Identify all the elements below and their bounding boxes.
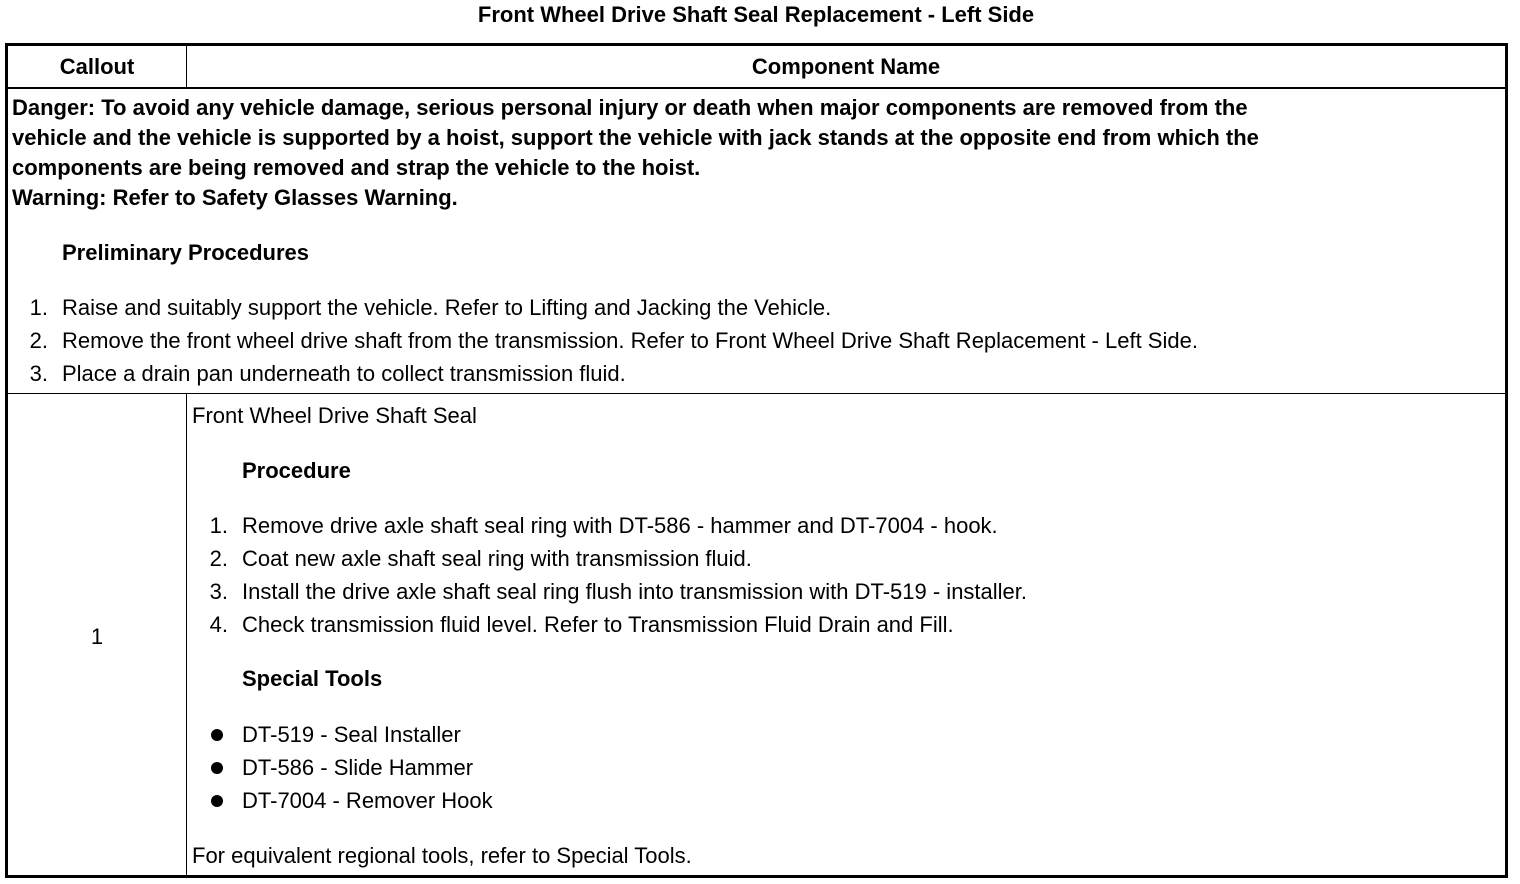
danger-line-3: components are being removed and strap the vehicle to the hoist. (12, 155, 701, 180)
warning-text: Warning: Refer to Safety Glasses Warning. (12, 185, 458, 210)
step-text: Remove the front wheel drive shaft from the transmission. Refer to Front Wheel Drive Shaft Replacement - Left Side. (62, 328, 1198, 353)
step-number: 1. (209, 513, 228, 538)
procedure-heading: Procedure (242, 458, 351, 483)
regional-tools-note: For equivalent regional tools, refer to Special Tools. (192, 843, 692, 868)
step-number: 1. (29, 295, 48, 320)
tool-text: DT-7004 - Remover Hook (242, 788, 493, 813)
component-name: Front Wheel Drive Shaft Seal (192, 403, 477, 428)
header-divider (8, 87, 1505, 89)
danger-line-2: vehicle and the vehicle is supported by a hoist, support the vehicle with jack stands at the opposite end from which the (12, 125, 1259, 150)
row-divider (8, 393, 1505, 394)
column-header-callout: Callout (59, 54, 135, 79)
body-column-divider (186, 394, 187, 875)
bullet-icon (211, 762, 223, 774)
bullet-icon (211, 795, 223, 807)
step-text: Place a drain pan underneath to collect transmission fluid. (62, 361, 626, 386)
column-header-component-name: Component Name (751, 54, 941, 79)
step-text: Check transmission fluid level. Refer to Transmission Fluid Drain and Fill. (242, 612, 954, 637)
danger-line-1: Danger: To avoid any vehicle damage, serious personal injury or death when major components are removed from the (12, 95, 1248, 120)
preliminary-heading: Preliminary Procedures (62, 240, 310, 265)
step-text: Coat new axle shaft seal ring with transmission fluid. (242, 546, 752, 571)
callout-number: 1 (90, 624, 104, 649)
step-text: Install the drive axle shaft seal ring flush into transmission with DT-519 - installer. (242, 579, 1028, 604)
step-number: 2. (209, 546, 228, 571)
step-number: 3. (29, 361, 48, 386)
procedure-table (5, 43, 1508, 878)
step-text: Remove drive axle shaft seal ring with DT-586 - hammer and DT-7004 - hook. (242, 513, 998, 538)
step-number: 3. (209, 579, 228, 604)
step-number: 2. (29, 328, 48, 353)
bullet-icon (211, 729, 223, 741)
tool-text: DT-519 - Seal Installer (242, 722, 461, 747)
step-number: 4. (209, 612, 228, 637)
document-title: Front Wheel Drive Shaft Seal Replacement - Left Side (477, 2, 1035, 27)
special-tools-heading: Special Tools (242, 666, 383, 691)
tool-text: DT-586 - Slide Hammer (242, 755, 474, 780)
step-text: Raise and suitably support the vehicle. Refer to Lifting and Jacking the Vehicle. (62, 295, 832, 320)
